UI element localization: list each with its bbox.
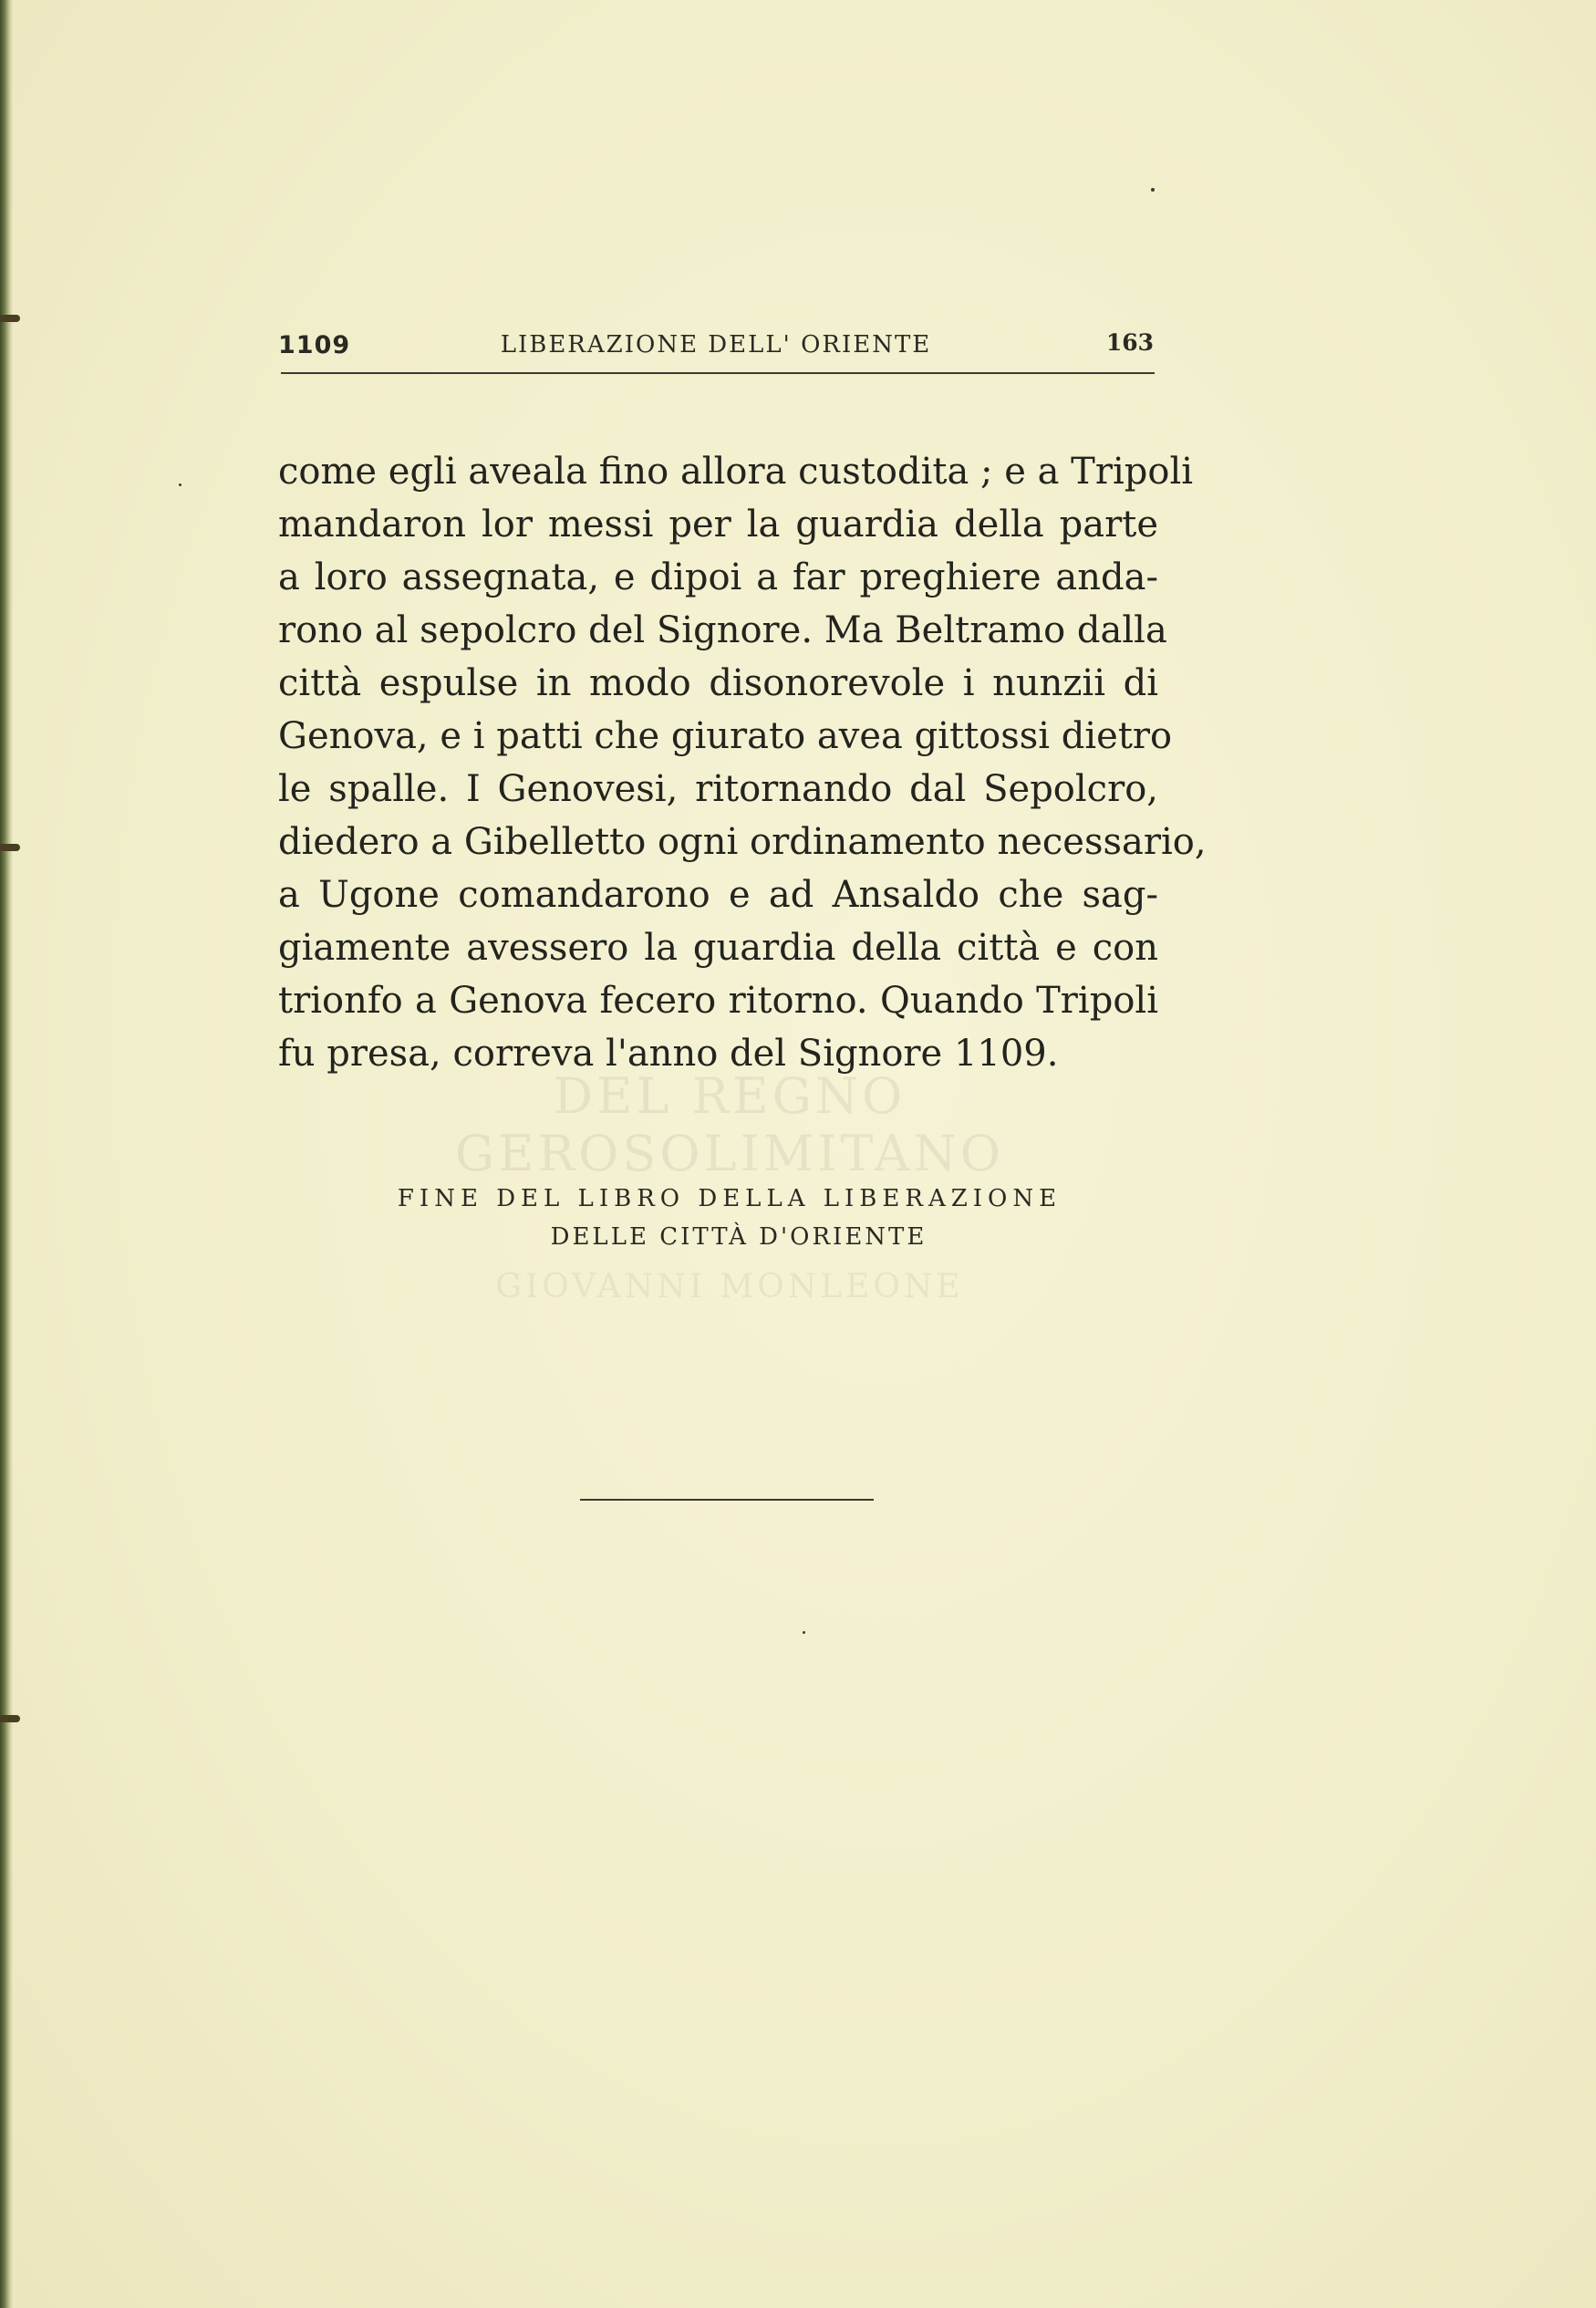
- closing-rule: [580, 1499, 874, 1501]
- ink-speck: [1151, 188, 1155, 192]
- spine-stitch-mark: [0, 1715, 20, 1722]
- colophon: [347, 1180, 1113, 1256]
- colophon-line: FINE DEL LIBRO DELLA LIBERAZIONE: [397, 1185, 1062, 1212]
- body-paragraph: [278, 445, 1207, 1080]
- header-title: LIBERAZIONE DELL' ORIENTE: [500, 331, 932, 359]
- spine-stitch-mark: [0, 844, 20, 851]
- text-line: Genova, e i patti che giurato avea gittossi dietro: [278, 715, 1173, 757]
- text-line: le spalle. I Genovesi, ritornando dal Sepolcro,: [278, 768, 1158, 810]
- header-rule: [281, 372, 1155, 374]
- running-header: [278, 324, 1154, 369]
- colophon-line: DELLE CITTÀ D'ORIENTE: [550, 1223, 928, 1251]
- text-line: diedero a Gibelletto ogni ordinamento necessario,: [278, 821, 1207, 863]
- ink-speck: [179, 483, 181, 486]
- show-through-text: DEL REGNO GEROSOLIMITANO: [454, 1067, 1005, 1182]
- text-line: rono al sepolcro del Signore. Ma Beltramo dalla: [278, 609, 1167, 651]
- text-line: fu presa, correva l'anno del Signore 1109.: [278, 1033, 1059, 1075]
- show-through-text: GIOVANNI MONLEONE: [495, 1268, 964, 1305]
- text-line: mandaron lor messi per la guardia della parte: [278, 504, 1158, 546]
- text-line: a Ugone comandarono e ad Ansaldo che sag-: [278, 874, 1158, 916]
- text-line: giamente avessero la guardia della città e con: [278, 927, 1158, 969]
- header-year: 1109: [278, 331, 351, 359]
- book-spine-edge: [0, 0, 13, 2308]
- text-line: città espulse in modo disonorevole i nunzii di: [278, 662, 1158, 704]
- text-line: come egli aveala fino allora custodita ; e a Tripoli: [278, 451, 1194, 493]
- ink-speck: [803, 1631, 805, 1634]
- page-number: 163: [1105, 329, 1154, 356]
- text-line: trionfo a Genova fecero ritorno. Quando Tripoli: [278, 980, 1158, 1022]
- text-line: a loro assegnata, e dipoi a far preghiere anda-: [278, 556, 1158, 598]
- spine-stitch-mark: [0, 315, 20, 322]
